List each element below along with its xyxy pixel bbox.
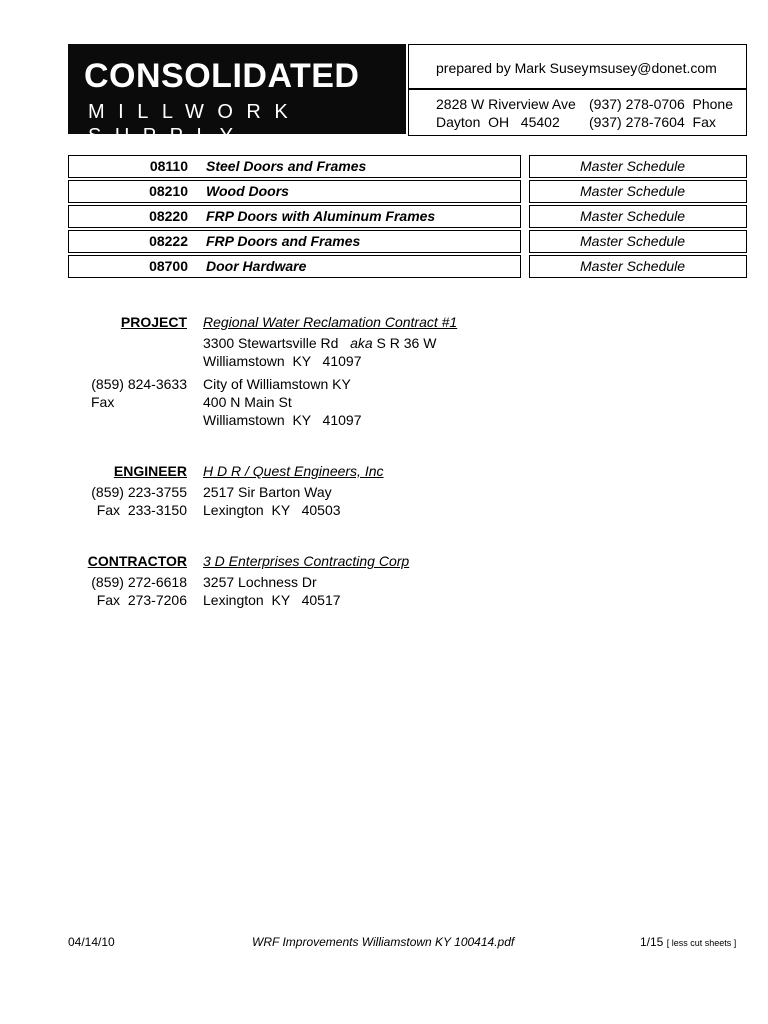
owner-name: City of Williamstown KY: [203, 376, 351, 392]
company-address-line1: 2828 W Riverview Ave: [436, 96, 576, 112]
section-row: [68, 230, 521, 253]
contractor-label: CONTRACTOR: [87, 553, 187, 569]
schedule-label: Master Schedule: [580, 233, 686, 249]
contractor-name: 3 D Enterprises Contracting Corp: [203, 553, 410, 569]
preparer-email: msusey@donet.com: [589, 60, 717, 76]
schedule-label: Master Schedule: [580, 208, 686, 224]
project-aka: aka: [350, 335, 373, 351]
schedule-label: Master Schedule: [580, 183, 686, 199]
section-code: 08210: [149, 183, 188, 199]
engineer-label: ENGINEER: [113, 463, 187, 479]
company-address-box: [408, 89, 747, 136]
schedule-cell: [529, 205, 747, 228]
project-address-line1: [203, 334, 436, 352]
section-row: [68, 205, 521, 228]
logo-main-text: CONSOLIDATED: [84, 57, 360, 95]
section-code: 08222: [149, 233, 188, 249]
section-row: [68, 180, 521, 203]
project-address-line2: Williamstown KY 41097: [203, 353, 362, 369]
section-code: 08700: [149, 258, 188, 274]
company-address-line2: Dayton OH 45402: [436, 114, 560, 130]
schedule-cell: [529, 180, 747, 203]
footer-page-info: [640, 935, 736, 950]
schedule-cell: [529, 230, 747, 253]
project-street: 3300 Stewartsville Rd: [203, 335, 339, 351]
project-alt-street: S R 36 W: [376, 335, 437, 351]
schedule-cell: [529, 255, 747, 278]
section-row: [68, 155, 521, 178]
contractor-phone: (859) 272-6618: [91, 574, 187, 590]
project-name: Regional Water Reclamation Contract #1: [203, 314, 458, 330]
engineer-name: H D R / Quest Engineers, Inc: [203, 463, 384, 479]
owner-address-line1: 400 N Main St: [203, 394, 292, 410]
schedule-cell: [529, 155, 747, 178]
project-label: PROJECT: [120, 314, 187, 330]
footer-page: 1/15: [640, 935, 664, 949]
section-title: Door Hardware: [206, 258, 307, 274]
contractor-address-line1: 3257 Lochness Dr: [203, 574, 317, 590]
section-row: [68, 255, 521, 278]
section-title: Wood Doors: [206, 183, 289, 199]
project-phone: (859) 824-3633: [91, 376, 187, 392]
company-logo: [68, 44, 406, 147]
logo-sub-text: MILLWORK SUPPLY: [88, 101, 302, 147]
schedule-label: Master Schedule: [580, 158, 686, 174]
engineer-address-line1: 2517 Sir Barton Way: [203, 484, 332, 500]
engineer-address-line2: Lexington KY 40503: [203, 502, 341, 518]
preparer-box: [408, 44, 747, 89]
project-fax-label: Fax: [91, 394, 115, 410]
section-title: FRP Doors with Aluminum Frames: [206, 208, 436, 224]
owner-address-line2: Williamstown KY 41097: [203, 412, 362, 428]
footer-filename: WRF Improvements Williamstown KY 100414.pdf: [252, 935, 515, 949]
engineer-fax: Fax 233-3150: [96, 502, 187, 518]
schedule-label: Master Schedule: [580, 258, 686, 274]
footer-date: 04/14/10: [68, 935, 115, 949]
prepared-by: prepared by Mark Susey: [436, 60, 589, 76]
section-title: FRP Doors and Frames: [206, 233, 361, 249]
contractor-fax: Fax 273-7206: [96, 592, 187, 608]
contractor-address-line2: Lexington KY 40517: [203, 592, 341, 608]
company-phone: (937) 278-0706 Phone: [589, 96, 733, 112]
footer-note: [ less cut sheets ]: [666, 938, 737, 948]
section-title: Steel Doors and Frames: [206, 158, 367, 174]
section-code: 08220: [149, 208, 188, 224]
company-fax: (937) 278-7604 Fax: [589, 114, 716, 130]
engineer-phone: (859) 223-3755: [91, 484, 187, 500]
section-code: 08110: [149, 158, 188, 174]
